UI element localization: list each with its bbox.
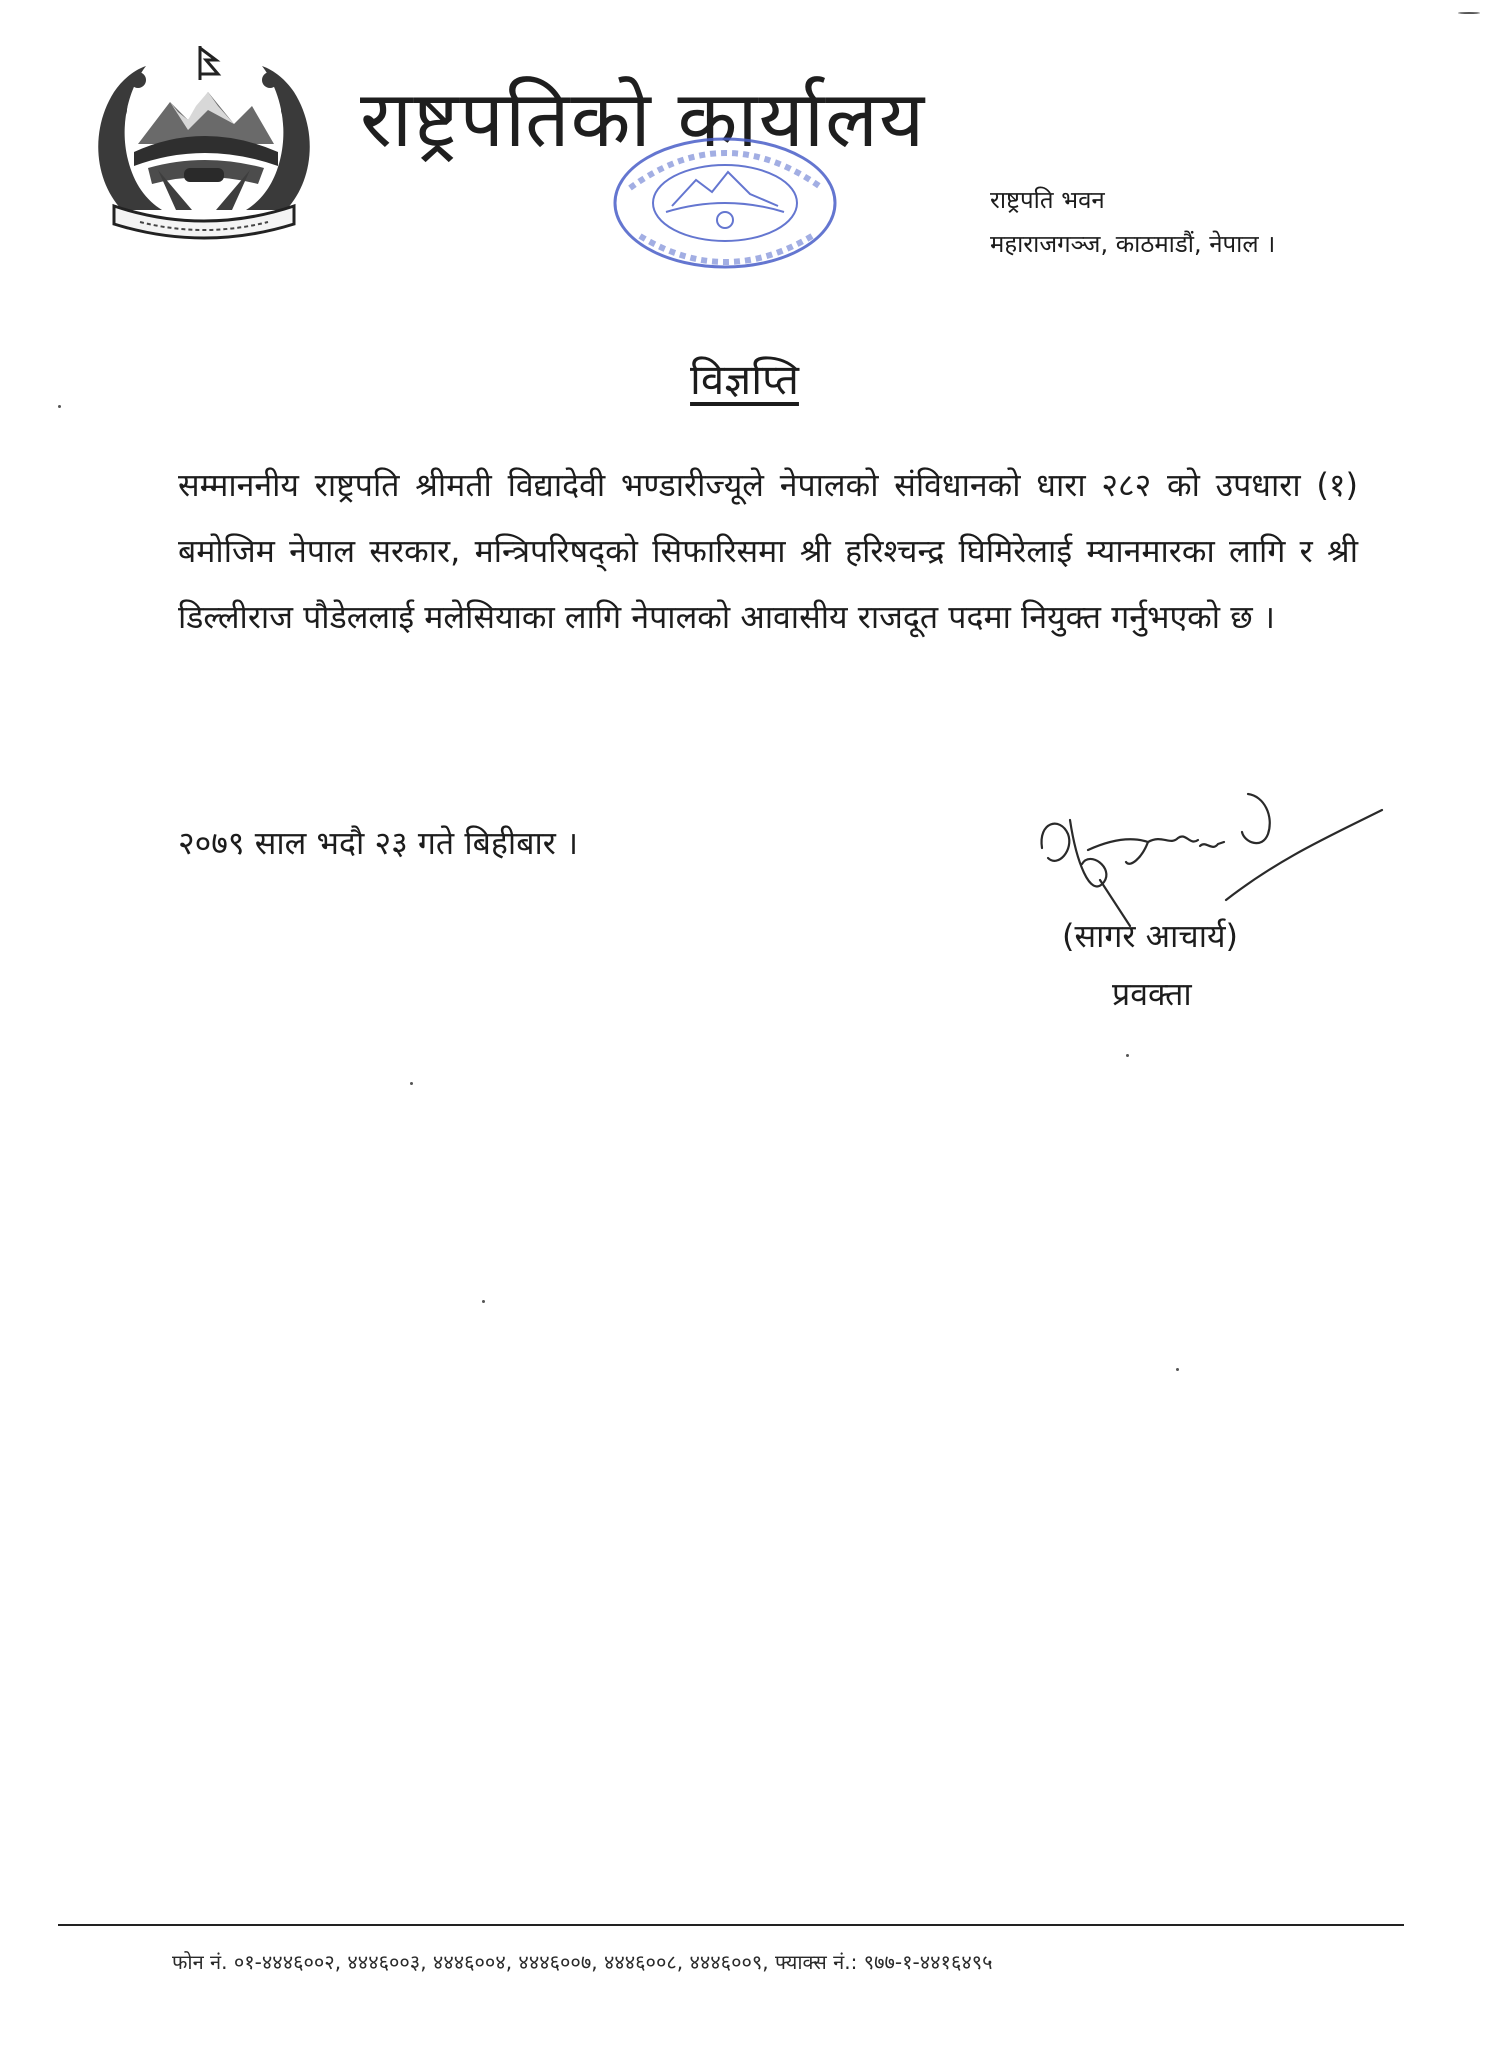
office-title: राष्ट्रपतिको कार्यालय bbox=[360, 75, 926, 165]
notice-body: सम्माननीय राष्ट्रपति श्रीमती विद्यादेवी भण्डारीज्यूले नेपालको संविधानको धारा २८२ को उपधारा (१) बमोजिम नेपाल सरकार, मन्त्रिपरिषद्को सिफारिसमा श्री हरिश्चन्द्र घिमिरेलाई म्यानमारका लागि र श्री डिल्लीराज पौडेललाई मलेसियाका लागि नेपालको आवासीय राजदूत पदमा नियुक्त गर्नुभएको छ । bbox=[178, 466, 1359, 636]
address-line-2: महाराजगञ्ज, काठमाडौं, नेपाल । bbox=[990, 230, 1276, 258]
signatory-title: प्रवक्ता bbox=[1112, 975, 1192, 1013]
footer-contact: फोन नं. ०१-४४४६००२, ४४४६००३, ४४४६००४, ४४४६००७, ४४४६००८, ४४४६००९, फ्याक्स नं.: ९७७-१-४४१६४९५ bbox=[172, 1950, 993, 1974]
scan-speck bbox=[1126, 1054, 1129, 1057]
notice-date: २०७९ साल भदौ २३ गते बिहीबार । bbox=[178, 824, 579, 862]
scan-speck bbox=[1176, 1368, 1179, 1371]
office-seal-stamp-icon bbox=[600, 128, 850, 278]
handwritten-signature-icon bbox=[1030, 750, 1390, 930]
notice-heading-text: विज्ञप्ति bbox=[690, 355, 799, 404]
scan-speck bbox=[482, 1300, 485, 1303]
signatory-name: (सागर आचार्य) bbox=[1062, 917, 1239, 955]
footer-divider bbox=[58, 1924, 1404, 1926]
nepal-coat-of-arms-icon bbox=[88, 40, 320, 240]
scan-speck bbox=[410, 1082, 413, 1085]
office-address bbox=[990, 178, 1275, 266]
notice-heading bbox=[0, 352, 1489, 408]
scan-speck bbox=[1458, 12, 1480, 14]
scan-speck bbox=[58, 405, 61, 408]
address-line-1: राष्ट्रपति भवन bbox=[990, 186, 1105, 214]
